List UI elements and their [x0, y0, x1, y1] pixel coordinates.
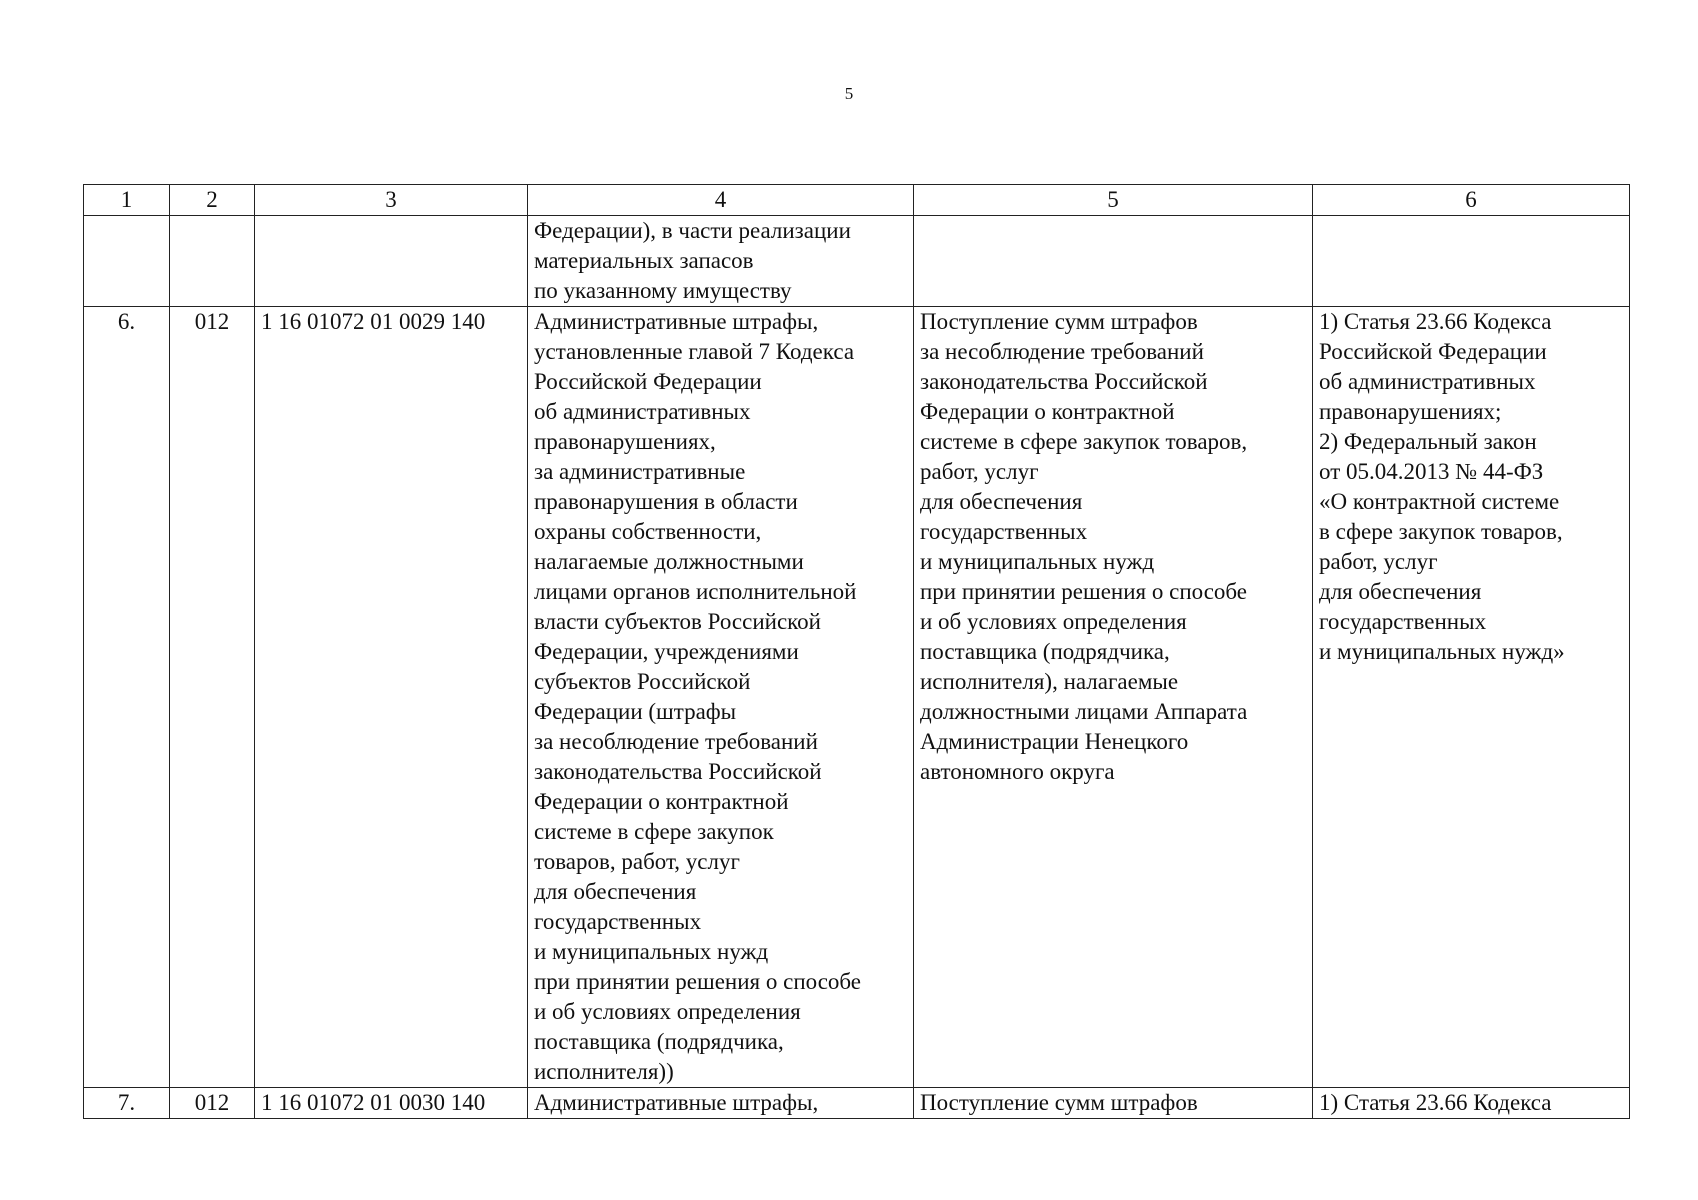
column-number-6: 6 — [1313, 185, 1630, 216]
column-number-4: 4 — [528, 185, 914, 216]
table-row-6 — [84, 307, 1630, 1088]
cell-kbk: 1 16 01072 01 0029 140 — [255, 307, 528, 1088]
table-row-continuation — [84, 216, 1630, 307]
cell-description: Поступление сумм штрафов — [914, 1088, 1313, 1119]
cell-basis — [1313, 216, 1630, 307]
cell-num: 6. — [84, 307, 170, 1088]
column-number-2: 2 — [170, 185, 255, 216]
cell-basis: 1) Статья 23.66 Кодекса Российской Федерации об административных правонарушениях; 2) Федеральный закон от 05.04.2013 № 44-ФЗ «О контрактной системе в сфере закупок товаров, работ, услуг для обеспечения государственных и муниципальных нужд» — [1313, 307, 1630, 1088]
cell-admin-code: 012 — [170, 307, 255, 1088]
cell-name: Административные штрафы, — [528, 1088, 914, 1119]
table-row-7 — [84, 1088, 1630, 1119]
cell-num: 7. — [84, 1088, 170, 1119]
revenue-codes-table — [83, 184, 1630, 1119]
cell-num — [84, 216, 170, 307]
column-numbers-row — [84, 185, 1630, 216]
cell-description — [914, 216, 1313, 307]
cell-name: Административные штрафы, установленные главой 7 Кодекса Российской Федерации об административных правонарушениях, за административные правонарушения в области охраны собственности, налагаемые должностными лицами органов исполнительной власти субъектов Российской Федерации, учреждениями субъектов Российской Федерации (штрафы за несоблюдение требований законодательства Российской Федерации о контрактной системе в сфере закупок товаров, работ, услуг для обеспечения государственных и муниципальных нужд при принятии решения о способе и об условиях определения поставщика (подрядчика, исполнителя)) — [528, 307, 914, 1088]
page-number: 5 — [844, 84, 854, 103]
column-number-5: 5 — [914, 185, 1313, 216]
cell-name-continuation: Федерации), в части реализации материальных запасов по указанному имуществу — [528, 216, 914, 307]
cell-basis: 1) Статья 23.66 Кодекса — [1313, 1088, 1630, 1119]
cell-kbk: 1 16 01072 01 0030 140 — [255, 1088, 528, 1119]
cell-admin-code — [170, 216, 255, 307]
cell-description: Поступление сумм штрафов за несоблюдение требований законодательства Российской Федерации о контрактной системе в сфере закупок товаров, работ, услуг для обеспечения государственных и муниципальных нужд при принятии решения о способе и об условиях определения поставщика (подрядчика, исполнителя), налагаемые должностными лицами Аппарата Администрации Ненецкого автономного округа — [914, 307, 1313, 1088]
cell-admin-code: 012 — [170, 1088, 255, 1119]
column-number-1: 1 — [84, 185, 170, 216]
column-number-3: 3 — [255, 185, 528, 216]
cell-kbk — [255, 216, 528, 307]
